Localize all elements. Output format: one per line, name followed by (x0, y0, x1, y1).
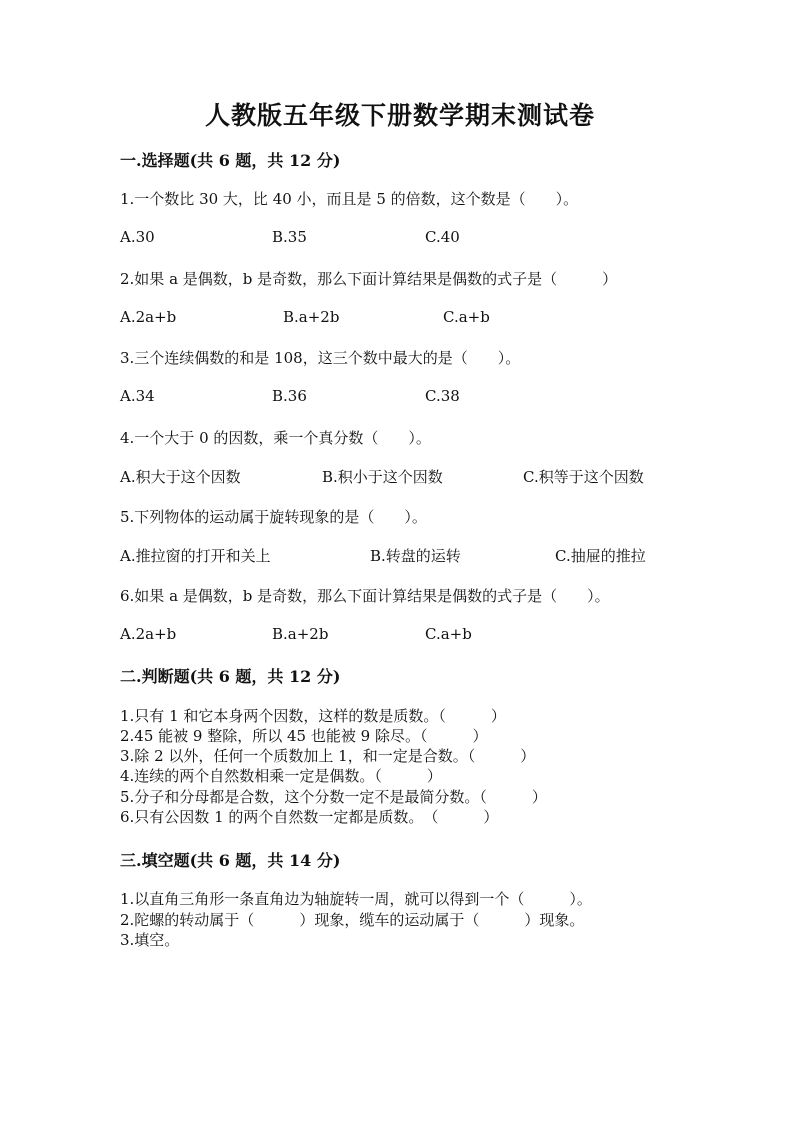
option-b: B.a+2b (272, 625, 329, 643)
section-heading-judgement: 二.判断题(共 6 题，共 12 分) (120, 667, 341, 686)
option-c: C.抽屉的推拉 (555, 547, 646, 565)
fill-item: 3.填空。 (120, 931, 180, 949)
option-c: C.40 (425, 228, 460, 246)
question-stem: 6.如果 a 是偶数，b 是奇数，那么下面计算结果是偶数的式子是（ ）。 (120, 587, 610, 605)
section-heading-fill: 三.填空题(共 6 题，共 14 分) (120, 851, 341, 870)
option-a: A.2a+b (120, 625, 177, 643)
option-c: C.a+b (425, 625, 472, 643)
option-a: A.推拉窗的打开和关上 (120, 547, 271, 565)
option-b: B.36 (272, 387, 307, 405)
judgement-item: 5.分子和分母都是合数，这个分数一定不是最简分数。（ ） (120, 788, 547, 806)
option-c: C.38 (425, 387, 460, 405)
question-stem: 2.如果 a 是偶数，b 是奇数，那么下面计算结果是偶数的式子是（ ） (120, 270, 618, 288)
judgement-item: 6.只有公因数 1 的两个自然数一定都是质数。 （ ） (120, 808, 499, 826)
section-heading-choice: 一.选择题(共 6 题，共 12 分) (120, 151, 341, 170)
option-b: B.转盘的运转 (370, 547, 461, 565)
judgement-item: 2.45 能被 9 整除，所以 45 也能被 9 除尽。（ ） (120, 727, 488, 745)
question-stem: 3.三个连续偶数的和是 108，这三个数中最大的是（ ）。 (120, 349, 521, 367)
option-a: A.积大于这个因数 (120, 468, 241, 486)
option-c: C.积等于这个因数 (523, 468, 644, 486)
fill-item: 2.陀螺的转动属于（ ）现象，缆车的运动属于（ ）现象。 (120, 911, 585, 929)
question-stem: 5.下列物体的运动属于旋转现象的是（ ）。 (120, 508, 427, 526)
option-a: A.30 (120, 228, 155, 246)
question-stem: 1.一个数比 30 大，比 40 小，而且是 5 的倍数，这个数是（ ）。 (120, 190, 579, 208)
fill-item: 1.以直角三角形一条直角边为轴旋转一周，就可以得到一个（ ）。 (120, 890, 592, 908)
option-a: A.34 (120, 387, 155, 405)
question-stem: 4.一个大于 0 的因数，乘一个真分数（ ）。 (120, 429, 431, 447)
option-b: B.积小于这个因数 (322, 468, 443, 486)
judgement-item: 3.除 2 以外，任何一个质数加上 1，和一定是合数。（ ） (120, 747, 536, 765)
option-b: B.35 (272, 228, 307, 246)
option-a: A.2a+b (120, 308, 177, 326)
option-b: B.a+2b (283, 308, 340, 326)
option-c: C.a+b (443, 308, 490, 326)
judgement-item: 4.连续的两个自然数相乘一定是偶数。（ ） (120, 767, 442, 785)
exam-title: 人教版五年级下册数学期末测试卷 (204, 101, 595, 130)
judgement-item: 1.只有 1 和它本身两个因数，这样的数是质数。（ ） (120, 707, 506, 725)
